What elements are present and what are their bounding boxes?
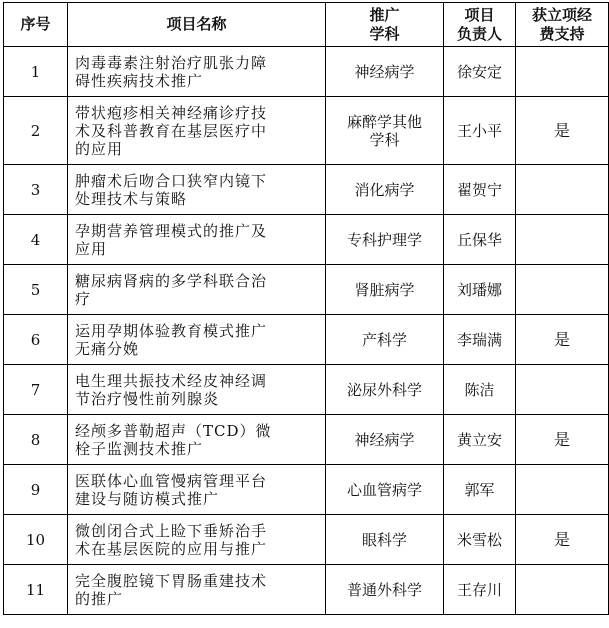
row-subject: 普通外科学 — [326, 565, 444, 615]
row-seq: 1 — [4, 47, 68, 97]
table-row — [4, 515, 609, 565]
row-leader: 王存川 — [444, 565, 516, 615]
row-project-name: 糖尿病肾病的多学科联合治 疗 — [68, 265, 326, 315]
table-row — [4, 165, 609, 215]
row-project-name: 肉毒毒素注射治疗肌张力障 碍性疾病技术推广 — [68, 47, 326, 97]
header-name: 项目名称 — [68, 3, 326, 47]
header-leader: 项目 负责人 — [444, 3, 516, 47]
row-subject: 麻醉学其他 学科 — [326, 97, 444, 165]
header-subject: 推广 学科 — [326, 3, 444, 47]
row-subject: 专科护理学 — [326, 215, 444, 265]
table-row — [4, 97, 609, 165]
row-subject: 神经病学 — [326, 47, 444, 97]
header-seq: 序号 — [4, 3, 68, 47]
table-row — [4, 215, 609, 265]
row-funding — [516, 47, 609, 97]
row-seq: 6 — [4, 315, 68, 365]
row-funding: 是 — [516, 415, 609, 465]
header-funding: 获立项经 费支持 — [516, 3, 609, 47]
row-subject: 肾脏病学 — [326, 265, 444, 315]
table-row — [4, 265, 609, 315]
table-row — [4, 465, 609, 515]
row-seq: 5 — [4, 265, 68, 315]
row-project-name: 带状疱疹相关神经痛诊疗技 术及科普教育在基层医疗中 的应用 — [68, 97, 326, 165]
row-funding — [516, 365, 609, 415]
row-leader: 翟贺宁 — [444, 165, 516, 215]
table-row — [4, 415, 609, 465]
row-subject: 泌尿外科学 — [326, 365, 444, 415]
row-subject: 心血管病学 — [326, 465, 444, 515]
row-project-name: 医联体心血管慢病管理平台 建设与随访模式推广 — [68, 465, 326, 515]
row-project-name: 运用孕期体验教育模式推广 无痛分娩 — [68, 315, 326, 365]
row-leader: 王小平 — [444, 97, 516, 165]
row-subject: 消化病学 — [326, 165, 444, 215]
row-seq: 4 — [4, 215, 68, 265]
row-seq: 11 — [4, 565, 68, 615]
row-project-name: 完全腹腔镜下胃肠重建技术 的推广 — [68, 565, 326, 615]
row-leader: 李瑞满 — [444, 315, 516, 365]
row-leader: 米雪松 — [444, 515, 516, 565]
header-row — [4, 3, 609, 47]
table-row — [4, 365, 609, 415]
row-seq: 8 — [4, 415, 68, 465]
row-project-name: 电生理共振技术经皮神经调 节治疗慢性前列腺炎 — [68, 365, 326, 415]
row-subject: 神经病学 — [326, 415, 444, 465]
row-subject: 产科学 — [326, 315, 444, 365]
row-funding — [516, 565, 609, 615]
row-seq: 2 — [4, 97, 68, 165]
row-subject: 眼科学 — [326, 515, 444, 565]
row-funding — [516, 465, 609, 515]
row-funding — [516, 165, 609, 215]
row-seq: 10 — [4, 515, 68, 565]
row-funding — [516, 265, 609, 315]
row-funding: 是 — [516, 97, 609, 165]
row-leader: 丘保华 — [444, 215, 516, 265]
row-project-name: 微创闭合式上睑下垂矫治手 术在基层医院的应用与推广 — [68, 515, 326, 565]
row-funding — [516, 215, 609, 265]
row-seq: 9 — [4, 465, 68, 515]
table-row — [4, 565, 609, 615]
row-project-name: 孕期营养管理模式的推广及 应用 — [68, 215, 326, 265]
row-leader: 刘璠娜 — [444, 265, 516, 315]
row-leader: 陈洁 — [444, 365, 516, 415]
row-seq: 7 — [4, 365, 68, 415]
row-funding: 是 — [516, 315, 609, 365]
project-table — [3, 2, 609, 615]
row-project-name: 肿瘤术后吻合口狭窄内镜下 处理技术与策略 — [68, 165, 326, 215]
row-funding: 是 — [516, 515, 609, 565]
table-row — [4, 47, 609, 97]
row-seq: 3 — [4, 165, 68, 215]
table-row — [4, 315, 609, 365]
row-leader: 黄立安 — [444, 415, 516, 465]
row-leader: 郭军 — [444, 465, 516, 515]
row-leader: 徐安定 — [444, 47, 516, 97]
row-project-name: 经颅多普勒超声（TCD）微 栓子监测技术推广 — [68, 415, 326, 465]
